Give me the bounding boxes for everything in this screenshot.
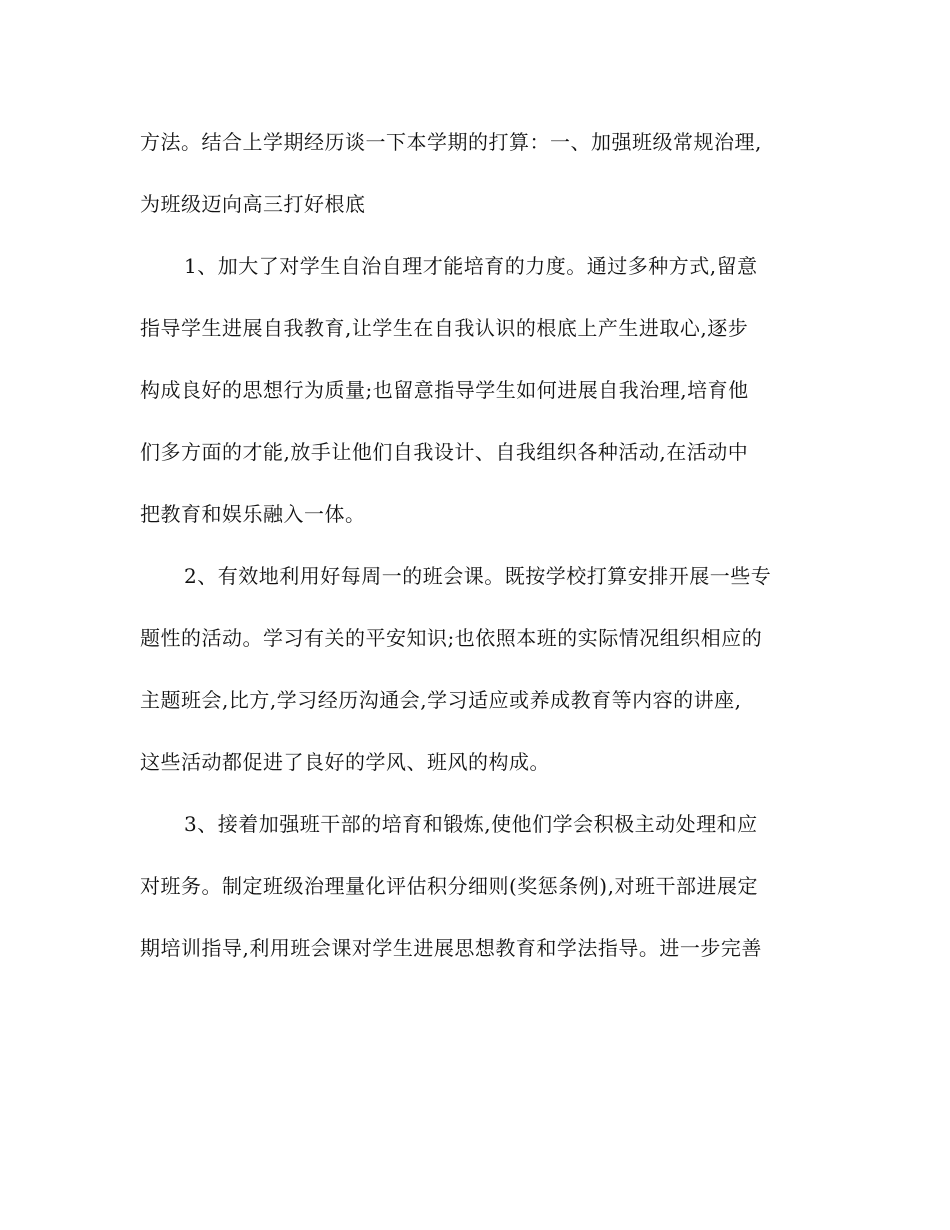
paragraph-start-line: 3、接着加强班干部的培育和锻炼,使他们学会积极主动处理和应 xyxy=(184,812,758,836)
text-line: 指导学生进展自我教育,让学生在自我认识的根底上产生进取心,逐步 xyxy=(140,316,749,340)
text-line: 期培训指导,利用班会课对学生进展思想教育和学法指导。进一步完善 xyxy=(140,936,762,960)
text-line: 这些活动都促进了良好的学风、班风的构成。 xyxy=(140,750,550,774)
text-line: 方法。结合上学期经历谈一下本学期的打算：一、加强班级常规治理, xyxy=(140,130,762,154)
text-line: 主题班会,比方,学习经历沟通会,学习适应或养成教育等内容的讲座, xyxy=(140,688,742,712)
text-line: 们多方面的才能,放手让他们自我设计、自我组织各种活动,在活动中 xyxy=(140,440,749,464)
text-line: 构成良好的思想行为质量;也留意指导学生如何进展自我治理,培育他 xyxy=(140,378,749,402)
text-line: 对班务。制定班级治理量化评估积分细则(奖惩条例),对班干部进展定 xyxy=(140,874,758,898)
document-body xyxy=(140,122,820,990)
text-line: 把教育和娱乐融入一体。 xyxy=(140,502,366,526)
text-line: 为班级迈向高三打好根底 xyxy=(140,192,366,216)
paragraph-start-line: 1、加大了对学生自治自理才能培育的力度。通过多种方式,留意 xyxy=(184,254,758,278)
paragraph-start-line: 2、有效地利用好每周一的班会课。既按学校打算安排开展一些专 xyxy=(184,564,772,588)
text-line: 题性的活动。学习有关的平安知识;也依照本班的实际情况组织相应的 xyxy=(140,626,763,650)
